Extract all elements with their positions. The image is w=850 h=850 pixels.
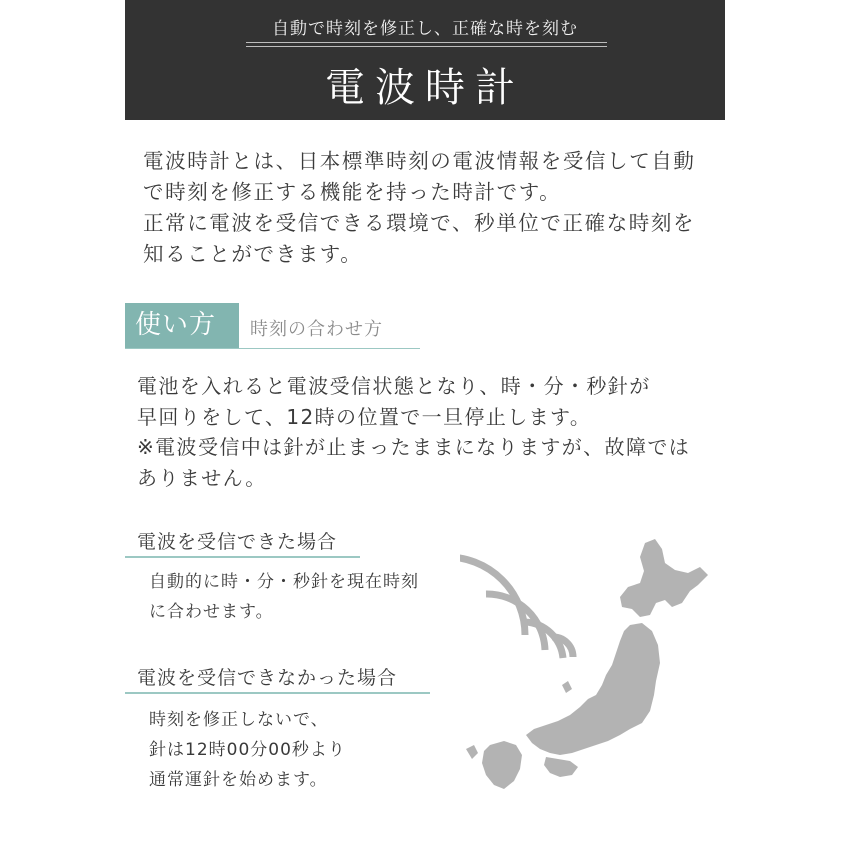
case-received-heading: 電波を受信できた場合 bbox=[137, 531, 338, 553]
usage-underline bbox=[125, 348, 420, 349]
case-failed-line: 時刻を修正しないで、 bbox=[149, 710, 329, 730]
intro-text bbox=[143, 146, 723, 270]
header-subtitle: 自動で時刻を修正し、正確な時を刻む bbox=[272, 19, 578, 39]
japan-map-icon bbox=[460, 535, 720, 800]
case-received-line: 自動的に時・分・秒針を現在時刻 bbox=[149, 572, 419, 592]
intro-line: 正常に電波を受信できる環境で、秒単位で正確な時刻を bbox=[143, 211, 696, 235]
case-failed-heading: 電波を受信できなかった場合 bbox=[137, 667, 398, 689]
case-failed-line: 通常運針を始めます。 bbox=[149, 770, 328, 790]
case-received-line: に合わせます。 bbox=[149, 602, 274, 622]
page-title: 電波時計 bbox=[325, 65, 525, 111]
usage-text bbox=[137, 371, 727, 493]
case-received-text bbox=[149, 567, 419, 627]
usage-line-text: 電池を入れると電波受信状態となり、時・分・秒針が bbox=[137, 374, 651, 398]
header-divider-bottom bbox=[246, 46, 607, 47]
header-banner bbox=[125, 0, 725, 120]
case-failed-line: 針は12時00分00秒より bbox=[149, 740, 346, 760]
case-failed-text bbox=[149, 705, 346, 795]
radio-wave-icon bbox=[460, 557, 573, 658]
intro-line: 知ることができます。 bbox=[143, 242, 363, 266]
usage-tag: 使い方 bbox=[125, 303, 239, 348]
usage-line-text: 早回りをして、12時の位置で一旦停止します。 bbox=[137, 404, 592, 429]
case-received-underline bbox=[125, 556, 360, 558]
case-failed-underline bbox=[125, 692, 430, 694]
usage-line-text: ありません。 bbox=[137, 465, 267, 490]
usage-line-text: ※電波受信中は針が止まったままになりますが、故障では bbox=[137, 435, 691, 459]
header-divider-top bbox=[246, 42, 607, 43]
intro-line: で時刻を修正する機能を持った時計です。 bbox=[143, 180, 562, 204]
intro-line: 電波時計とは、日本標準時刻の電波情報を受信して自動 bbox=[143, 149, 696, 173]
usage-subtitle: 時刻の合わせ方 bbox=[250, 319, 383, 340]
